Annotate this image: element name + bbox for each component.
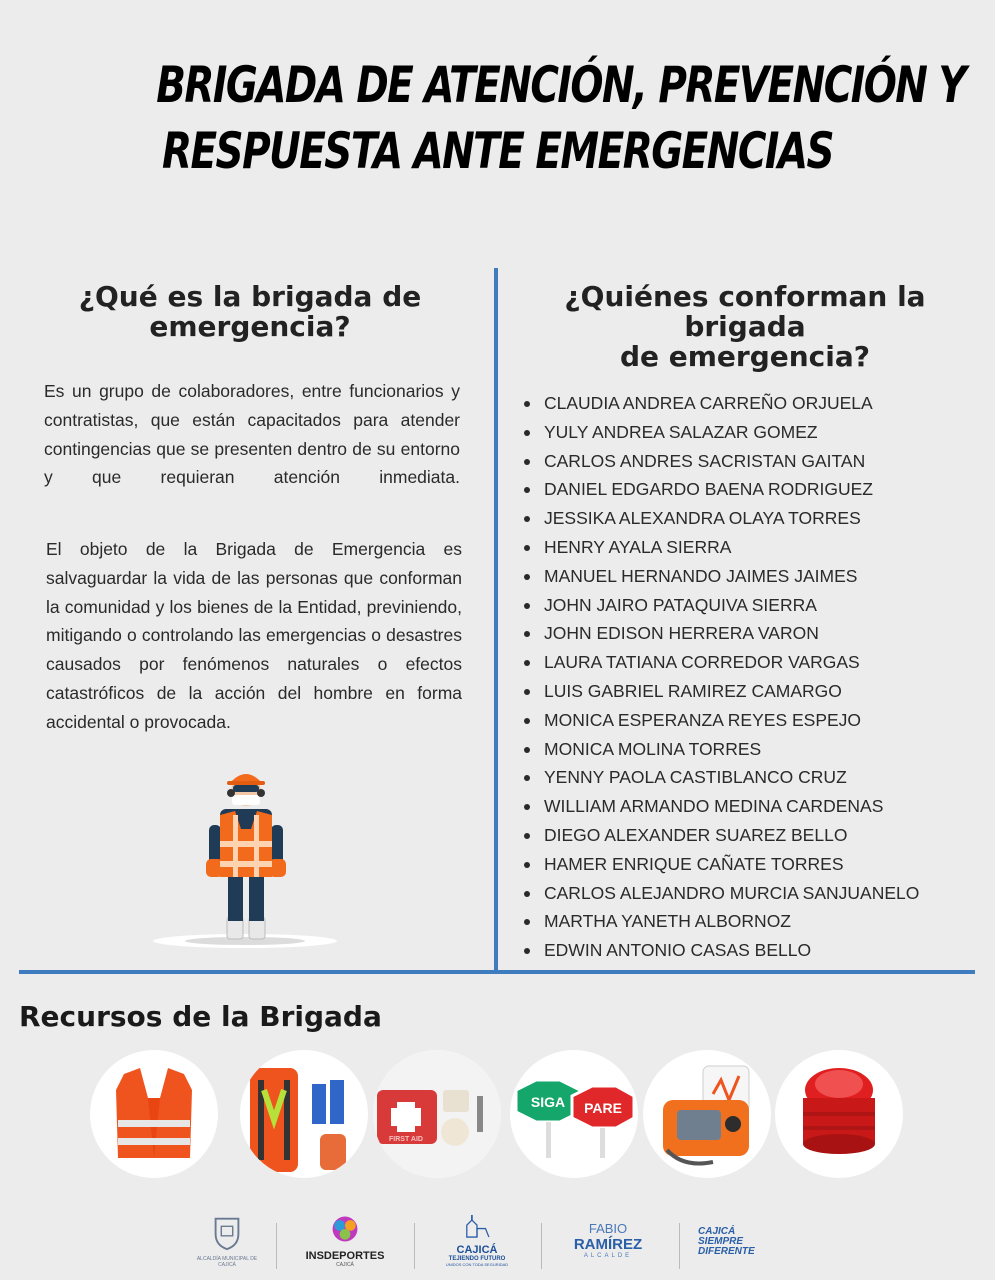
list-item: HAMER ENRIQUE CAÑATE TORRES	[520, 850, 919, 879]
brigade-members-list	[520, 389, 919, 965]
list-item: DIEGO ALEXANDER SUAREZ BELLO	[520, 821, 919, 850]
pare-label: PARE	[584, 1100, 622, 1116]
list-item: YULY ANDREA SALAZAR GOMEZ	[520, 418, 919, 447]
ramirez-text: RAMÍREZ	[573, 1236, 643, 1253]
alarm-siren-icon	[775, 1050, 903, 1178]
slogan-line-3: DIFERENTE	[698, 1246, 755, 1257]
insdeportes-logo	[300, 1213, 390, 1268]
cajica-logo	[432, 1213, 522, 1267]
vertical-divider	[494, 268, 498, 971]
horizontal-divider	[19, 970, 975, 974]
list-item: JOHN JAIRO PATAQUIVA SIERRA	[520, 591, 919, 620]
first-aid-label: FIRST AID	[389, 1136, 423, 1143]
cajica-slogan-logo	[698, 1227, 808, 1257]
footer-logos	[0, 1205, 995, 1280]
defibrillator-icon	[643, 1050, 771, 1178]
fabio-text: FABIO	[588, 1221, 628, 1236]
list-item: JOHN EDISON HERRERA VARON	[520, 619, 919, 648]
footer-divider	[414, 1223, 415, 1269]
insdeportes-text: INSDEPORTES	[305, 1250, 385, 1262]
list-item: MARTHA YANETH ALBORNOZ	[520, 907, 919, 936]
cajica-text: CAJICÁ	[456, 1244, 498, 1256]
list-item: JESSIKA ALEXANDRA OLAYA TORRES	[520, 504, 919, 533]
list-item: YENNY PAOLA CASTIBLANCO CRUZ	[520, 763, 919, 792]
traffic-paddle-icon	[510, 1050, 638, 1178]
list-item: EDWIN ANTONIO CASAS BELLO	[520, 936, 919, 965]
alcalde-text: ALCALDE	[583, 1253, 633, 1259]
church-icon	[460, 1213, 494, 1239]
siga-label: SIGA	[530, 1094, 566, 1110]
footer-divider	[541, 1223, 542, 1269]
resource-first-aid-kit	[373, 1050, 501, 1178]
cajica-subtext-2: UNIDOS CON TODA SEGURIDAD	[445, 1262, 509, 1267]
slogan-line-1: CAJICÁ	[698, 1226, 736, 1237]
heading-line-1: ¿Quiénes conforman la	[564, 280, 926, 313]
resources-heading: Recursos de la Brigada	[19, 1000, 382, 1033]
alcaldia-logo	[192, 1213, 262, 1268]
list-item: DANIEL EDGARDO BAENA RODRIGUEZ	[520, 475, 919, 504]
list-item: HENRY AYALA SIERRA	[520, 533, 919, 562]
coat-of-arms-icon	[208, 1213, 246, 1251]
list-item: WILLIAM ARMANDO MEDINA CARDENAS	[520, 792, 919, 821]
title-line-2: RESPUESTA ANTE EMERGENCIAS	[162, 122, 833, 180]
insdeportes-emblem-icon	[327, 1213, 363, 1245]
list-item: LAURA TATIANA CORREDOR VARGAS	[520, 648, 919, 677]
heading-line-3: de emergencia?	[619, 340, 871, 373]
footer-divider	[679, 1223, 680, 1269]
alcaldia-text: ALCALDÍA MUNICIPAL DE CAJICÁ	[196, 1256, 258, 1268]
brigade-worker-illustration	[145, 765, 345, 955]
cajica-subtext-1: TEJIENDO FUTURO	[448, 1256, 506, 1262]
stretcher-icon	[240, 1050, 368, 1178]
heading-line-2: brigada	[684, 310, 806, 343]
resource-stretcher	[240, 1050, 368, 1178]
list-item: MANUEL HERNANDO JAIMES JAIMES	[520, 562, 919, 591]
list-item: MONICA MOLINA TORRES	[520, 735, 919, 764]
insdeportes-subtext: CAJICÁ	[336, 1262, 354, 1268]
resource-alarm-siren	[775, 1050, 903, 1178]
list-item: CARLOS ALEJANDRO MURCIA SANJUANELO	[520, 879, 919, 908]
what-is-brigade-heading: ¿Qué es la brigada de emergencia?	[78, 280, 422, 343]
list-item: CLAUDIA ANDREA CARREÑO ORJUELA	[520, 389, 919, 418]
fabio-ramirez-logo	[558, 1221, 658, 1259]
list-item: MONICA ESPERANZA REYES ESPEJO	[520, 706, 919, 735]
who-forms-brigade-heading	[540, 282, 950, 372]
resource-traffic-paddle	[510, 1050, 638, 1178]
resource-defibrillator	[643, 1050, 771, 1178]
title-line-1: BRIGADA DE ATENCIÓN, PREVENCIÓN Y	[156, 56, 966, 114]
list-item: LUIS GABRIEL RAMIREZ CAMARGO	[520, 677, 919, 706]
first-aid-kit-icon	[373, 1050, 501, 1178]
page-title	[156, 52, 966, 184]
worker-icon	[145, 765, 345, 955]
brigade-objective-paragraph: El objeto de la Brigada de Emergencia es salvaguardar la vida de las personas que conforman la comunidad y los bienes de la Entidad, previniendo, mitigando o controlando las emergencias o desastres causados por fenómenos naturales o efectos catastróficos de la acción del hombre en forma accidental o provocada.	[46, 539, 462, 732]
slogan-line-2: SIEMPRE	[698, 1236, 744, 1247]
list-item: CARLOS ANDRES SACRISTAN GAITAN	[520, 447, 919, 476]
resource-vest	[90, 1050, 218, 1178]
vest-icon	[90, 1050, 218, 1178]
brigade-definition-paragraph: Es un grupo de colaboradores, entre funcionarios y contratistas, que están capacitados para atender contingencias que se presenten dentro de su entorno y que requieran atención inmediata.	[44, 381, 460, 488]
footer-divider	[276, 1223, 277, 1269]
